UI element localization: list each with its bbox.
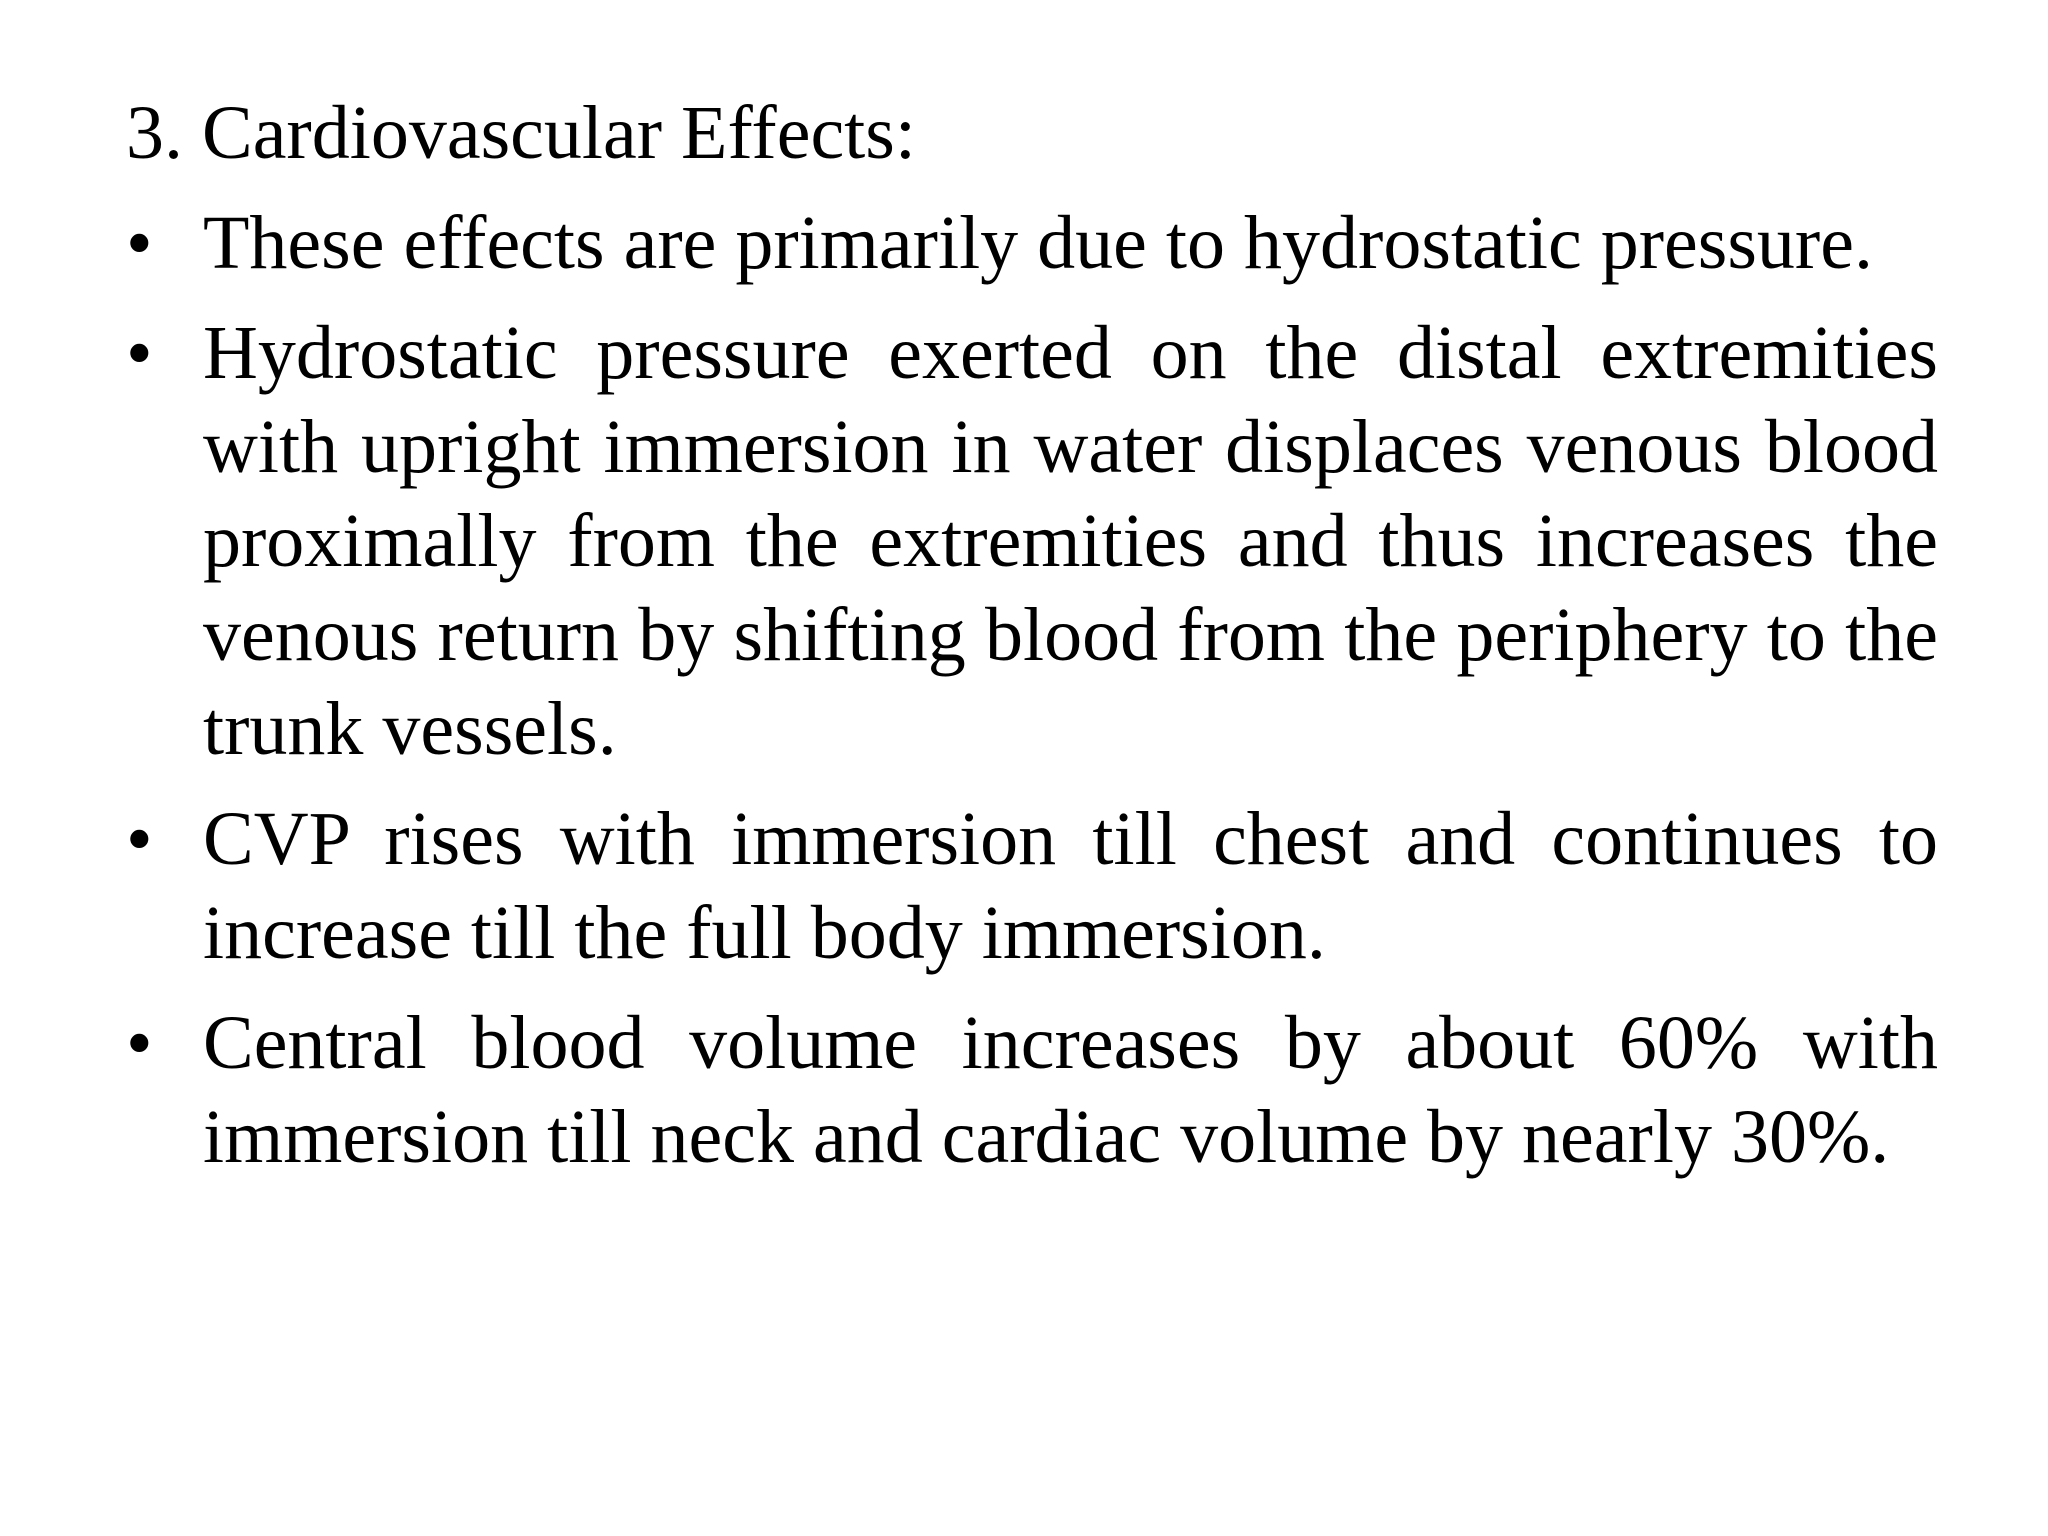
- bullet-text-1: These effects are primarily due to hydrostatic pressure.: [203, 201, 1873, 285]
- bullet-text-2: Hydrostatic pressure exerted on the distal extremities with upright immersion in water displaces venous blood proximally from the extremities and thus increases the venous return by shifting blood from the periphery to the trunk vessels.: [203, 311, 1938, 771]
- bullet-icon: •: [126, 1001, 153, 1085]
- bullet-text-3: CVP rises with immersion till chest and continues to increase till the full body immersion.: [203, 797, 1938, 975]
- bullet-icon: •: [126, 311, 153, 395]
- bullet-icon: •: [126, 797, 153, 881]
- bullet-item-1: [126, 196, 1938, 290]
- slide-heading: 3. Cardiovascular Effects:: [126, 91, 916, 175]
- bullet-item-2: [126, 306, 1938, 776]
- bullet-text-4: Central blood volume increases by about 60% with immersion till neck and cardiac volume by nearly 30%.: [203, 1001, 1938, 1179]
- slide-content: [126, 86, 1938, 1200]
- bullet-list: [126, 196, 1938, 1184]
- bullet-item-4: [126, 996, 1938, 1184]
- bullet-icon: •: [126, 201, 153, 285]
- bullet-item-3: [126, 792, 1938, 980]
